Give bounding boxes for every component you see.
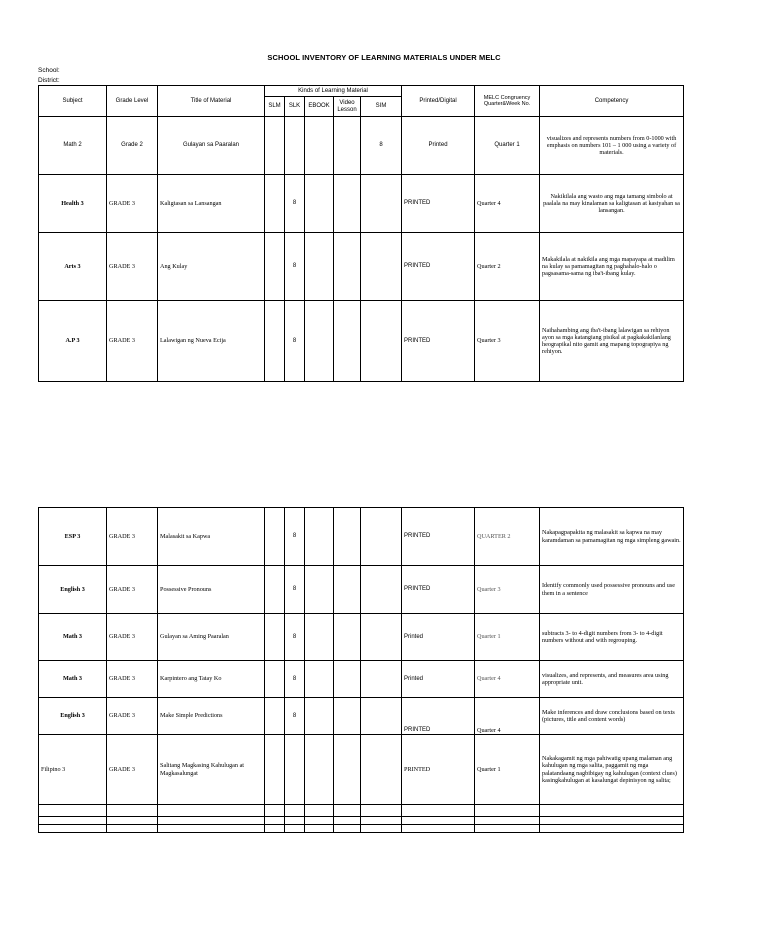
cell-slk: 8: [285, 233, 305, 301]
cell-printed: PRINTED: [402, 301, 475, 382]
cell-quarter: Quarter 1: [475, 735, 540, 805]
cell-sim: [361, 175, 402, 233]
cell-competency: visualizes, and represents, and measures area using appropriate unit.: [540, 661, 684, 698]
cell-sim: [361, 698, 402, 735]
cell-grade: GRADE 3: [107, 233, 158, 301]
cell-slm: [265, 614, 285, 661]
table-row: [39, 175, 684, 233]
cell-subject: Math 3: [39, 614, 107, 661]
cell-ebook: [305, 566, 334, 614]
cell-sim: [361, 508, 402, 566]
cell-title: Ang Kulay: [158, 233, 265, 301]
cell-competency: Make inferences and draw conclusions based on texts (pictures, title and content words): [540, 698, 684, 735]
cell-printed: PRINTED: [402, 175, 475, 233]
cell-video: [334, 117, 361, 175]
cell-grade: GRADE 3: [107, 735, 158, 805]
header-slk: SLK: [285, 97, 305, 117]
cell-printed: PRINTED: [402, 566, 475, 614]
cell-quarter: Quarter 4: [475, 698, 540, 735]
cell-quarter: Quarter 4: [475, 175, 540, 233]
header-subject: Subject: [39, 86, 107, 117]
cell-slm: [265, 698, 285, 735]
cell-grade: GRADE 3: [107, 614, 158, 661]
cell-slk: 8: [285, 661, 305, 698]
cell-grade: GRADE 3: [107, 301, 158, 382]
cell-slk: [285, 735, 305, 805]
cell-sim: [361, 566, 402, 614]
empty-row: [39, 805, 684, 817]
cell-quarter: Quarter 3: [475, 301, 540, 382]
cell-grade: Grade 2: [107, 117, 158, 175]
cell-title: Gulayan sa Paaralan: [158, 117, 265, 175]
cell-sim: [361, 735, 402, 805]
table-row: [39, 233, 684, 301]
cell-slm: [265, 661, 285, 698]
cell-title: Gulayan sa Aming Paaralan: [158, 614, 265, 661]
cell-slk: 8: [285, 508, 305, 566]
inventory-table-top: [38, 85, 684, 382]
table-row: [39, 661, 684, 698]
cell-subject: A.P 3: [39, 301, 107, 382]
header-video-lesson: Video Lesson: [334, 97, 361, 117]
cell-ebook: [305, 698, 334, 735]
cell-video: [334, 698, 361, 735]
cell-video: [334, 508, 361, 566]
cell-subject: English 3: [39, 566, 107, 614]
cell-printed: PRINTED: [402, 233, 475, 301]
cell-printed: Printed: [402, 117, 475, 175]
cell-title: Salitang Magkasing Kahulugan at Magkasalungat: [158, 735, 265, 805]
cell-sim: [361, 661, 402, 698]
cell-quarter: QUARTER 2: [475, 508, 540, 566]
header-printed-digital: Printed/Digital: [402, 86, 475, 117]
page-title: SCHOOL INVENTORY OF LEARNING MATERIALS UNDER MELC: [267, 53, 501, 62]
cell-title: Kaligtasan sa Lansangan: [158, 175, 265, 233]
cell-ebook: [305, 661, 334, 698]
cell-printed: PRINTED: [402, 735, 475, 805]
cell-grade: GRADE 3: [107, 661, 158, 698]
table-row: [39, 301, 684, 382]
cell-slm: [265, 175, 285, 233]
header-sim: SIM: [361, 97, 402, 117]
cell-ebook: [305, 233, 334, 301]
cell-ebook: [305, 735, 334, 805]
cell-video: [334, 614, 361, 661]
cell-subject: Filipino 3: [39, 735, 107, 805]
cell-video: [334, 233, 361, 301]
cell-printed: PRINTED: [402, 698, 475, 735]
header-competency: Competency: [540, 86, 684, 117]
cell-competency: subtracts 3- to 4-digit numbers from 3- to 4-digit numbers without and with regrouping.: [540, 614, 684, 661]
cell-grade: GRADE 3: [107, 698, 158, 735]
cell-slm: [265, 301, 285, 382]
cell-sim: [361, 301, 402, 382]
table-row: [39, 566, 684, 614]
header-grade-level: Grade Level: [107, 86, 158, 117]
cell-sim: 8: [361, 117, 402, 175]
cell-grade: GRADE 3: [107, 508, 158, 566]
cell-quarter: Quarter 1: [475, 117, 540, 175]
cell-competency: Naihahambing ang iba't-ibang lalawigan sa rehiyon ayon sa mga katangiang pisikal at pagkakakilanlang heograpikal nito gamit ang mapang topograpiya ng rehiyon.: [540, 301, 684, 382]
cell-slm: [265, 233, 285, 301]
school-label: School:: [38, 67, 60, 74]
header-row: [39, 86, 684, 97]
cell-competency: Makakilala at nakikila ang mga mapayapa at madilim na kulay sa pamamagitan ng paghahalo-halo o pagsasama-sama ng iba't-ibang kulay.: [540, 233, 684, 301]
cell-slk: 8: [285, 566, 305, 614]
cell-ebook: [305, 301, 334, 382]
cell-sim: [361, 233, 402, 301]
cell-grade: GRADE 3: [107, 566, 158, 614]
cell-competency: Nakikilala ang wasto ang mga tamang simbolo at paalala na may kinalaman sa kaligtasan at kasiyahan sa lansangan.: [540, 175, 684, 233]
cell-quarter: Quarter 3: [475, 566, 540, 614]
cell-slk: 8: [285, 614, 305, 661]
cell-slk: 8: [285, 175, 305, 233]
district-label: District:: [38, 77, 60, 84]
cell-title: Malasakit sa Kapwa: [158, 508, 265, 566]
cell-slk: [285, 117, 305, 175]
cell-quarter: Quarter 2: [475, 233, 540, 301]
table-row: [39, 117, 684, 175]
cell-slm: [265, 735, 285, 805]
cell-subject: Health 3: [39, 175, 107, 233]
header-kinds: Kinds of Learning Material: [265, 86, 402, 97]
cell-slk: 8: [285, 698, 305, 735]
cell-slk: 8: [285, 301, 305, 382]
cell-ebook: [305, 117, 334, 175]
cell-video: [334, 175, 361, 233]
cell-title: Make Simple Predictions: [158, 698, 265, 735]
cell-ebook: [305, 508, 334, 566]
table-row: [39, 735, 684, 805]
cell-printed: Printed: [402, 614, 475, 661]
cell-title: Karpintero ang Tatay Ko: [158, 661, 265, 698]
cell-ebook: [305, 175, 334, 233]
cell-slm: [265, 508, 285, 566]
cell-subject: Math 2: [39, 117, 107, 175]
cell-subject: Arts 3: [39, 233, 107, 301]
cell-competency: visualizes and represents numbers from 0-1000 with emphasis on numbers 101 – 1 000 using a variety of materials.: [540, 117, 684, 175]
empty-row: [39, 817, 684, 825]
cell-video: [334, 301, 361, 382]
cell-printed: PRINTED: [402, 508, 475, 566]
cell-video: [334, 735, 361, 805]
cell-subject: Math 3: [39, 661, 107, 698]
header-melc: MELC Congruency Quarter&Week No.: [475, 86, 540, 117]
table-row: [39, 614, 684, 661]
inventory-table-bottom: [38, 507, 684, 833]
cell-competency: Nakapagpapakita ng malasakit sa kapwa na may karamdaman sa pamamagitan ng mga simpleng gawain.: [540, 508, 684, 566]
table-row: [39, 698, 684, 735]
cell-ebook: [305, 614, 334, 661]
cell-title: Lalawigan ng Nueva Ecija: [158, 301, 265, 382]
cell-video: [334, 661, 361, 698]
cell-subject: English 3: [39, 698, 107, 735]
cell-printed: Printed: [402, 661, 475, 698]
table-row: [39, 508, 684, 566]
cell-slm: [265, 117, 285, 175]
cell-title: Possessive Pronouns: [158, 566, 265, 614]
cell-sim: [361, 614, 402, 661]
header-slm: SLM: [265, 97, 285, 117]
header-ebook: EBOOK: [305, 97, 334, 117]
cell-competency: Nakakagamit ng mga pahiwatig upang malaman ang kahulugan ng mga salita, paggamit ng mga palatandaang nagbibigay ng kahulugan (context clues) kasingkahulugan at kasalungat depinisyon ng salita;: [540, 735, 684, 805]
cell-quarter: Quarter 4: [475, 661, 540, 698]
cell-quarter: Quarter 1: [475, 614, 540, 661]
empty-row: [39, 825, 684, 833]
header-title-of-material: Title of Material: [158, 86, 265, 117]
cell-subject: ESP 3: [39, 508, 107, 566]
cell-slm: [265, 566, 285, 614]
cell-grade: GRADE 3: [107, 175, 158, 233]
cell-competency: Identify commonly used possessive pronouns and use them in a sentence: [540, 566, 684, 614]
cell-video: [334, 566, 361, 614]
